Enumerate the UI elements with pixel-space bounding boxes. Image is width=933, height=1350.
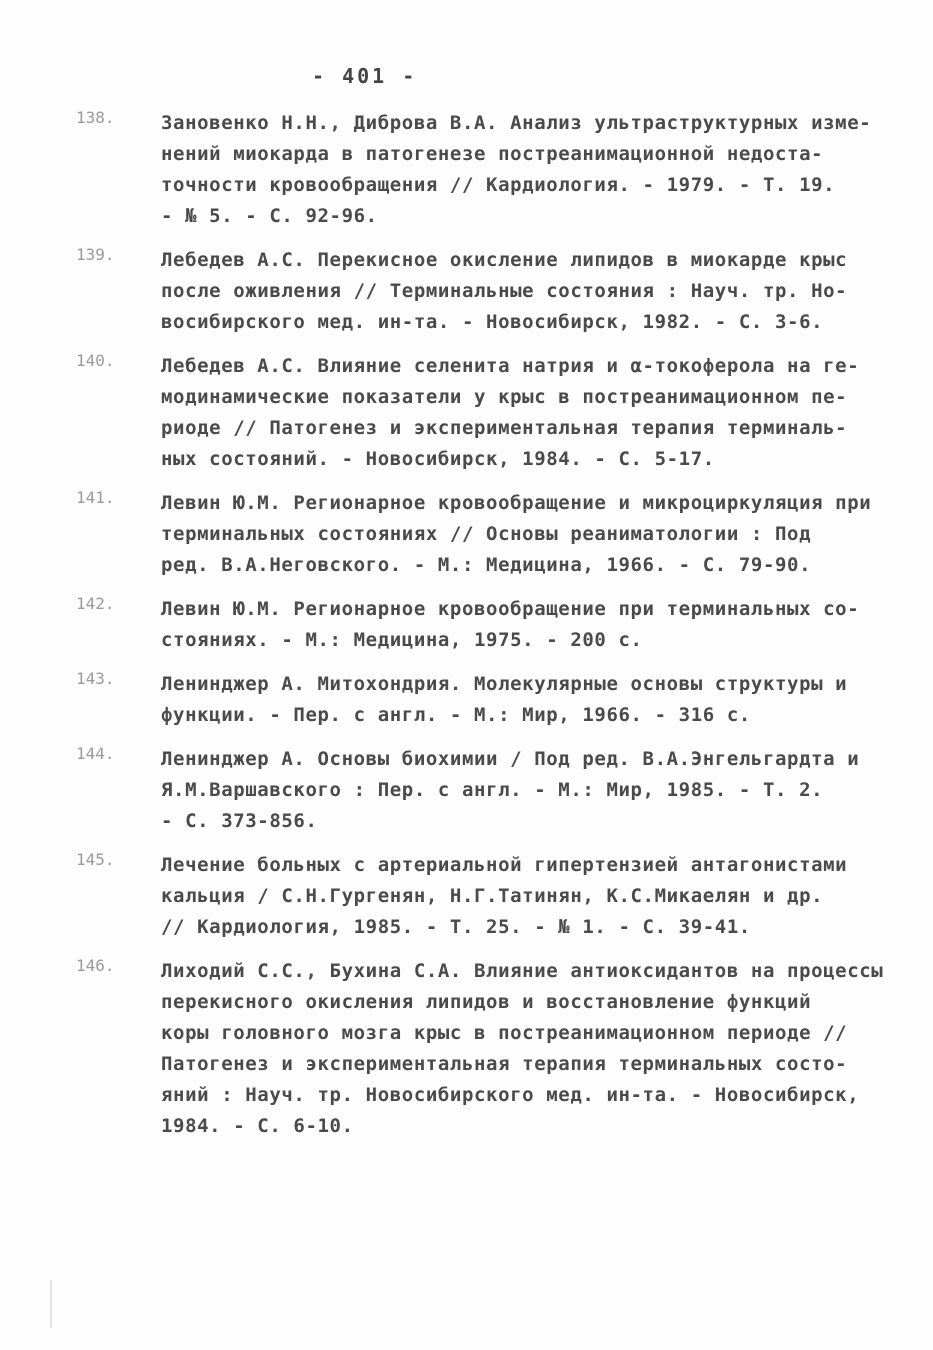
- reference-line: - № 5. - С. 92-96.: [161, 205, 378, 227]
- reference-line: ред. В.А.Неговского. - М.: Медицина, 1966. - С. 79-90.: [161, 554, 812, 576]
- reference-line: - С. 373-856.: [161, 810, 318, 832]
- reference-number: 140.: [76, 351, 115, 370]
- reference-line: коры головного мозга крыс в постреанимационном периоде //: [161, 1022, 848, 1044]
- reference-line: кальция / С.Н.Гургенян, Н.Г.Татинян, К.С.Микаелян и др.: [161, 885, 824, 907]
- reference-line: после оживления // Терминальные состояния : Науч. тр. Но-: [161, 280, 848, 302]
- reference-line: восибирского мед. ин-та. - Новосибирск, 1982. - С. 3-6.: [161, 311, 824, 333]
- reference-entry: [76, 245, 866, 338]
- reference-entry: [76, 669, 866, 731]
- reference-line: модинамические показатели у крыс в постреанимационном пе-: [161, 386, 848, 408]
- reference-number: 139.: [76, 245, 115, 264]
- reference-line: Я.М.Варшавского : Пер. с англ. - М.: Мир, 1985. - Т. 2.: [161, 779, 824, 801]
- reference-number: 143.: [76, 669, 115, 688]
- reference-entry: [76, 744, 866, 837]
- reference-entry: [76, 488, 872, 581]
- reference-entry: [76, 594, 866, 656]
- reference-line: Патогенез и экспериментальная терапия терминальных состо-: [161, 1053, 848, 1075]
- reference-line: Левин Ю.М. Регионарное кровообращение при терминальных со-: [161, 598, 860, 620]
- reference-line: Лечение больных с артериальной гипертензией антагонистами: [161, 854, 848, 876]
- reference-line: Зановенко Н.Н., Диброва В.А. Анализ ультраструктурных изме-: [161, 112, 872, 134]
- reference-number: 138.: [76, 108, 115, 127]
- reference-line: Ленинджер А. Митохондрия. Молекулярные основы структуры и: [161, 673, 848, 695]
- page-number: - 401 -: [312, 64, 418, 88]
- reference-line: терминальных состояниях // Основы реаниматологии : Под: [161, 523, 812, 545]
- reference-line: функции. - Пер. с англ. - М.: Мир, 1966. - 316 с.: [161, 704, 751, 726]
- reference-line: нений миокарда в патогенезе постреанимационной недоста-: [161, 143, 824, 165]
- reference-line: Левин Ю.М. Регионарное кровообращение и микроциркуляция при: [161, 492, 872, 514]
- reference-line: Лебедев А.С. Перекисное окисление липидов в миокарде крыс: [161, 249, 848, 271]
- reference-number: 141.: [76, 488, 115, 507]
- reference-entry: [76, 108, 872, 232]
- reference-line: точности кровообращения // Кардиология. - 1979. - Т. 19.: [161, 174, 836, 196]
- reference-line: Лебедев А.С. Влияние селенита натрия и α-токоферола на ге-: [161, 355, 860, 377]
- reference-line: Лиходий С.С., Бухина С.А. Влияние антиоксидантов на процессы: [161, 960, 884, 982]
- reference-line: яний : Науч. тр. Новосибирского мед. ин-та. - Новосибирск,: [161, 1084, 860, 1106]
- reference-line: Ленинджер А. Основы биохимии / Под ред. В.А.Энгельгардта и: [161, 748, 860, 770]
- reference-number: 142.: [76, 594, 115, 613]
- scan-edge-line: [50, 1280, 52, 1328]
- reference-line: 1984. - С. 6-10.: [161, 1115, 354, 1137]
- reference-line: перекисного окисления липидов и восстановление функций: [161, 991, 812, 1013]
- reference-entry: [76, 956, 884, 1142]
- reference-line: стояниях. - М.: Медицина, 1975. - 200 с.: [161, 629, 643, 651]
- reference-line: // Кардиология, 1985. - Т. 25. - № 1. - С. 39-41.: [161, 916, 751, 938]
- reference-entry: [76, 351, 866, 475]
- reference-list: [76, 108, 884, 1155]
- reference-entry: [76, 850, 866, 943]
- reference-number: 145.: [76, 850, 115, 869]
- reference-line: риоде // Патогенез и экспериментальная терапия терминаль-: [161, 417, 848, 439]
- reference-number: 146.: [76, 956, 115, 975]
- reference-number: 144.: [76, 744, 115, 763]
- reference-line: ных состояний. - Новосибирск, 1984. - С. 5-17.: [161, 448, 715, 470]
